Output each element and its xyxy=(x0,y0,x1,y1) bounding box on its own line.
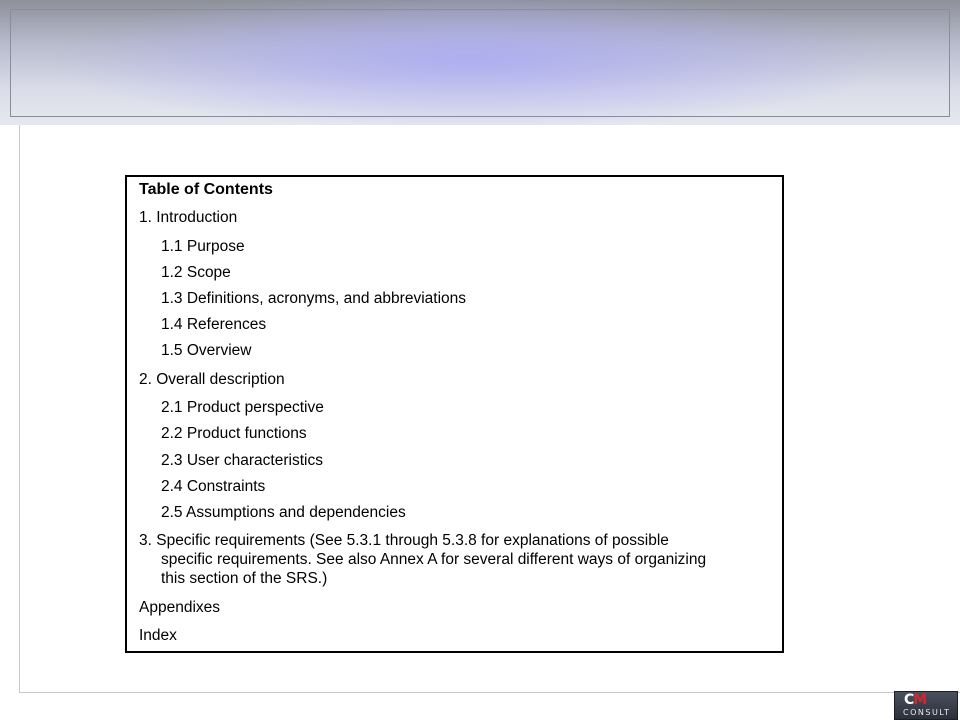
banner-frame xyxy=(10,9,950,117)
toc-entry-2: 2. Overall description xyxy=(139,371,285,388)
toc-entry-2-3: 2.3 User characteristics xyxy=(161,452,323,469)
cm-consult-logo xyxy=(894,691,958,720)
logo-mark xyxy=(904,692,926,708)
header-banner xyxy=(0,0,960,125)
toc-entry-2-1: 2.1 Product perspective xyxy=(161,399,324,416)
toc-entry-1-2: 1.2 Scope xyxy=(161,264,231,281)
toc-entry-2-2: 2.2 Product functions xyxy=(161,425,307,442)
toc-entry-3 xyxy=(139,531,779,588)
toc-entry-1-4: 1.4 References xyxy=(161,316,267,333)
toc-entry-1-1: 1.1 Purpose xyxy=(161,238,245,255)
toc-entry-3-line-1: 3. Specific requirements (See 5.3.1 through 5.3.8 for explanations of possible xyxy=(139,532,669,549)
toc-entry-3-line-2: specific requirements. See also Annex A for several different ways of organizing xyxy=(161,551,707,568)
toc-entry-2-4: 2.4 Constraints xyxy=(161,478,266,495)
toc-entry-2-5: 2.5 Assumptions and dependencies xyxy=(161,504,406,521)
logo-subtitle: CONSULT xyxy=(903,708,951,717)
toc-entry-1-3: 1.3 Definitions, acronyms, and abbreviations xyxy=(161,290,466,307)
toc-entry-index: Index xyxy=(139,627,177,644)
logo-letter-m: M xyxy=(913,692,927,708)
toc-entry-1: 1. Introduction xyxy=(139,209,238,226)
table-of-contents xyxy=(125,175,784,653)
toc-entry-appendixes: Appendixes xyxy=(139,599,221,616)
logo-letter-c: C xyxy=(904,692,914,708)
toc-entry-3-line-3: this section of the SRS.) xyxy=(161,570,328,587)
toc-entry-1-5: 1.5 Overview xyxy=(161,342,252,359)
toc-title: Table of Contents xyxy=(139,181,273,198)
